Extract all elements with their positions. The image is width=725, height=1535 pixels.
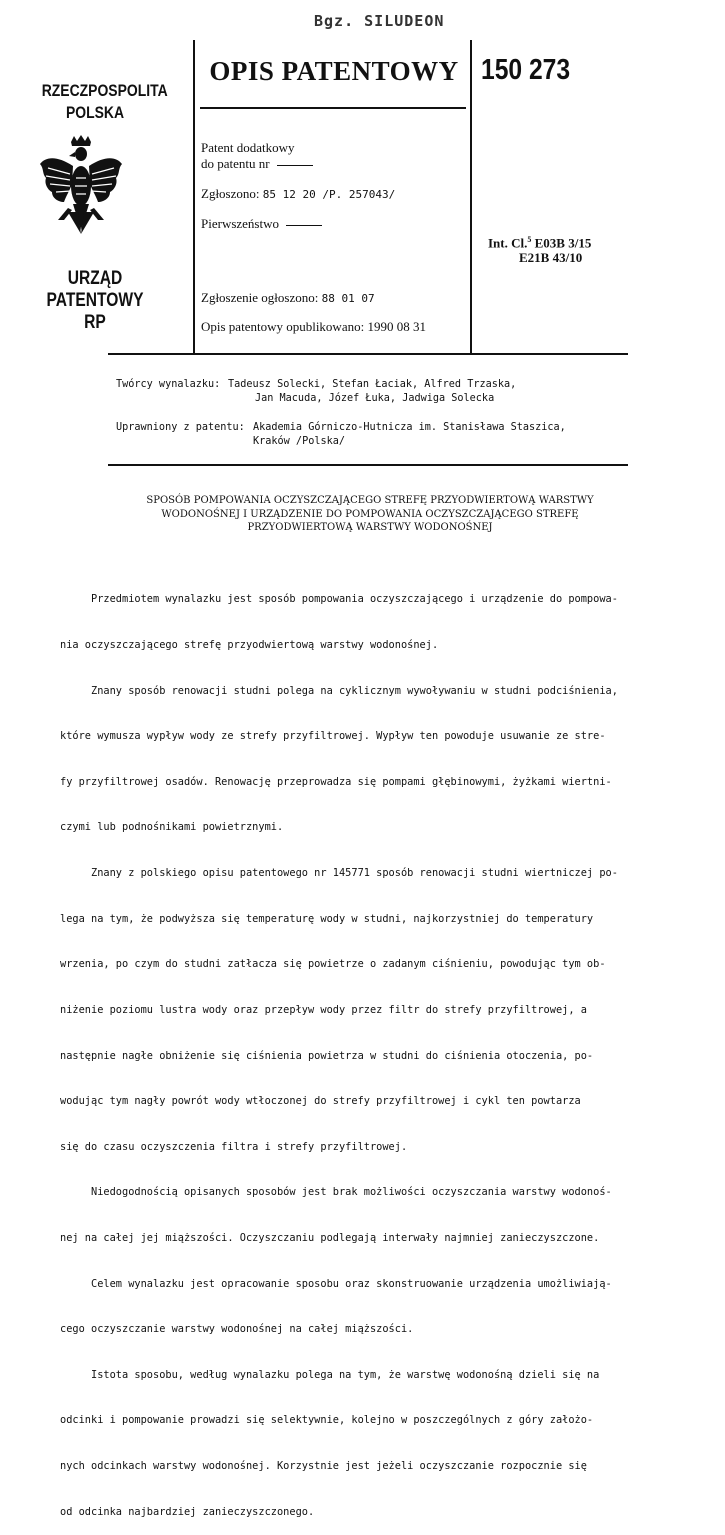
patent-office-name (42, 268, 149, 334)
priority-field (201, 216, 322, 232)
archive-stamp: Bgz. SILUDEON (314, 12, 445, 30)
body-line: które wymusza wypływ wody ze strefy przyfiltrowej. Wypływ ten powoduje usuwanie ze stre- (60, 730, 606, 743)
document-type: OPIS PATENTOWY (209, 56, 459, 86)
announced-value: 88 01 07 (321, 292, 375, 305)
body-line: wrzenia, po czym do studni zatłacza się powietrze o zadanym ciśnieniu, powodując tym ob- (60, 958, 606, 971)
patent-number: 150 273 (481, 54, 571, 86)
announced-field (201, 290, 375, 306)
body-line: nej na całej jej miąższości. Oczyszczaniu podlegają interwały najmniej zanieczyszczone. (60, 1231, 600, 1244)
eagle-emblem (38, 134, 124, 252)
title-line-2: WODONOŚNEJ I URZĄDZENIE DO POMPOWANIA OCZYSZCZAJĄCEGO STREFĘ (161, 508, 579, 520)
inventors-line-2: Jan Macuda, Józef Łuka, Jadwiga Solecka (255, 393, 495, 404)
country-line-1: RZECZPOSPOLITA (41, 81, 168, 100)
published-label: Opis patentowy opublikowano: (201, 319, 365, 334)
additional-patent-label: Patent dodatkowy (201, 140, 295, 155)
title-line-3: PRZYODWIERTOWĄ WARSTWY WODONOŚNEJ (247, 522, 493, 533)
int-classification (488, 232, 591, 265)
published-field (201, 319, 426, 335)
body-line: Znany sposób renowacji studni polega na cyklicznym wywoływaniu w studni podciśnienia, (60, 684, 618, 697)
header-bottom-rule (108, 353, 628, 355)
body-line: czymi lub podnośnikami powietrznymi. (60, 821, 284, 834)
body-line: lega na tym, że podwyższa się temperaturę wody w studni, najkorzystniej do temperatury (60, 912, 594, 925)
inventors-label: Twórcy wynalazku: (116, 379, 221, 390)
invention-title (100, 494, 640, 535)
body-line: Znany z polskiego opisu patentowego nr 145771 sposób renowacji studni wiertniczej po- (60, 867, 618, 880)
body-line: Niedogodnością opisanych sposobów jest brak możliwości oczyszczania warstwy wodonoś- (60, 1186, 612, 1199)
filed-value: 85 12 20 /P. 257043/ (262, 188, 396, 201)
announced-label: Zgłoszenie ogłoszono: (201, 290, 319, 305)
blank-line (277, 165, 313, 166)
office-line-3: RP (84, 312, 106, 333)
body-line: od odcinka najbardziej zanieczyszczonego. (60, 1505, 315, 1518)
body-line: Przedmiotem wynalazku jest sposób pompowania oczyszczającego i urządzenie do pompowa- (60, 593, 618, 606)
body-line: niżenie poziomu lustra wody oraz przepływ wody przez filtr do strefy przyfiltrowej, a (60, 1003, 587, 1016)
title-line-1: SPOSÓB POMPOWANIA OCZYSZCZAJĄCEGO STREFĘ PRZYODWIERTOWĄ WARSTWY (146, 495, 594, 506)
office-line-2: PATENTOWY (46, 290, 144, 311)
priority-label: Pierwszeństwo (201, 216, 279, 231)
office-line-1: URZĄD (67, 268, 123, 289)
body-line: wodując tym nagły powrót wody wtłoczonej do strefy przyfiltrowej i cykl ten powtarza (60, 1095, 581, 1108)
holder-label: Uprawniony z patentu: (116, 422, 245, 433)
int-cl-code-1: E03B 3/15 (534, 235, 592, 251)
inventors-line-1: Tadeusz Solecki, Stefan Łaciak, Alfred Trzaska, (228, 379, 517, 390)
header-divider-right (470, 40, 472, 353)
country-name (41, 80, 168, 124)
body-line: odcinki i pompowanie prowadzi się selektywnie, kolejno w poszczególnych z góry założo- (60, 1414, 594, 1427)
to-patent-label: do patentu nr (201, 156, 270, 171)
body-line: cego oczyszczanie warstwy wodonośnej na całej miąższości. (60, 1323, 414, 1336)
parent-patent-field (201, 156, 313, 172)
filed-field (201, 186, 395, 202)
country-line-2: POLSKA (65, 103, 125, 122)
body-line: Celem wynalazku jest opracowanie sposobu oraz skonstruowanie urządzenia umożliwiają- (60, 1277, 612, 1290)
body-line: się do czasu oczyszczenia filtra i strefy przyfiltrowej. (60, 1140, 408, 1153)
int-cl-code-2: E21B 43/10 (519, 250, 583, 266)
filed-label: Zgłoszono: (201, 186, 260, 201)
body-line: Istota sposobu, według wynalazku polega na tym, że warstwę wodonośną dzieli się na (60, 1368, 600, 1381)
int-cl-edition: 5 (527, 235, 532, 244)
blank-line (286, 225, 322, 226)
header-divider-left (193, 40, 195, 353)
int-cl-label: Int. Cl. (488, 235, 528, 251)
holder-line-1: Akademia Górniczo-Hutnicza im. Stanisława Staszica, (253, 422, 566, 433)
published-value: 1990 08 31 (367, 319, 426, 334)
title-underline (200, 107, 466, 109)
section-rule (108, 464, 628, 466)
body-line: nia oczyszczającego strefę przyodwiertową warstwy wodonośnej. (60, 639, 439, 652)
body-line: następnie nagłe obniżenie się ciśnienia powietrza w studni do ciśnienia otoczenia, po- (60, 1049, 594, 1062)
description-body (60, 562, 670, 1535)
body-line: fy przyfiltrowej osadów. Renowację przeprowadza się pompami głębinowymi, żyżkami wiertni- (60, 775, 612, 788)
body-line: nych odcinkach warstwy wodonośnej. Korzystnie jest jeżeli oczyszczanie rozpocznie się (60, 1459, 587, 1472)
holder-line-2: Kraków /Polska/ (253, 436, 346, 447)
